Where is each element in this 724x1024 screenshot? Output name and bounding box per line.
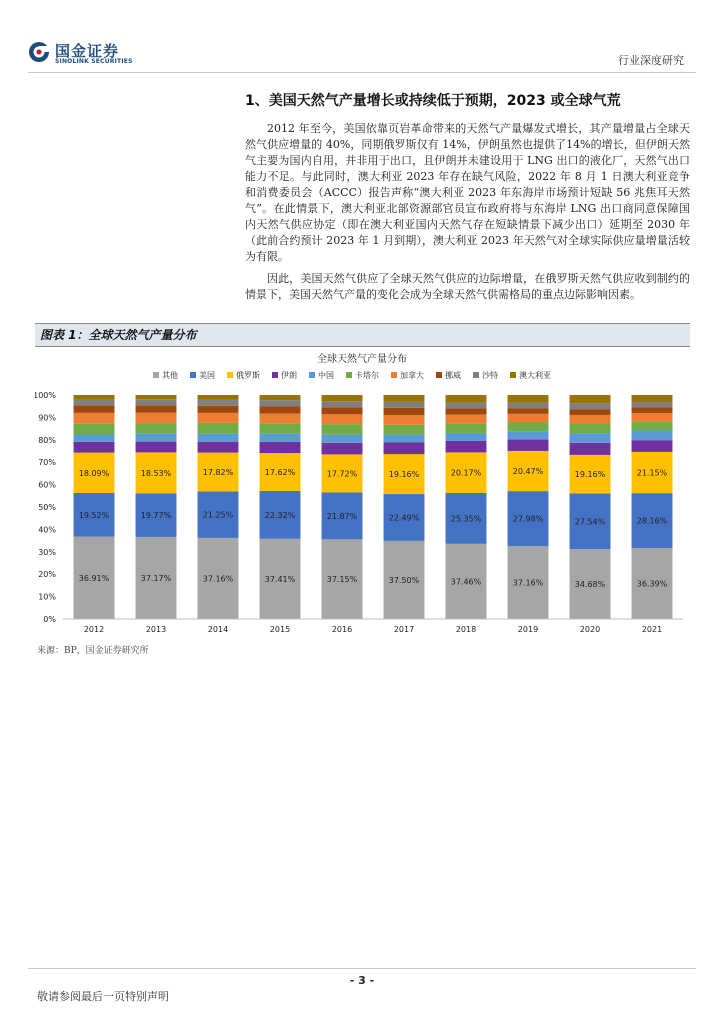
x-tick-label: 2018 <box>455 625 477 634</box>
legend-swatch <box>153 372 159 378</box>
data-label: 37.15% <box>326 575 358 585</box>
legend-label: 中国 <box>318 371 334 380</box>
data-label: 19.16% <box>574 470 606 480</box>
data-label: 19.16% <box>388 470 420 480</box>
legend-label: 挪威 <box>445 371 461 380</box>
legend-swatch <box>473 372 479 378</box>
data-label: 37.16% <box>202 574 234 584</box>
data-label: 27.54% <box>574 517 606 527</box>
bar-segment <box>508 408 549 414</box>
figure-label: 图表 1：全球天然气产量分布 <box>40 328 197 342</box>
data-label: 19.77% <box>140 511 172 521</box>
bar-segment <box>136 442 177 453</box>
bar-segment <box>508 431 549 439</box>
bar-segment <box>198 413 239 423</box>
x-tick-label: 2019 <box>517 625 539 634</box>
x-axis <box>63 619 683 634</box>
bar-segment <box>632 430 673 440</box>
chart-title: 全球天然气产量分布 <box>317 354 407 365</box>
data-label: 21.15% <box>636 468 668 478</box>
logo-english-name: SINOLINK SECURITIES <box>55 58 133 65</box>
paragraph-text: 2012 年至今，美国依靠页岩革命带来的天然气产量爆发式增长，其产量增量占全球天然气供应增量的 40%，同期俄罗斯仅有 14%，伊朗虽然也提供了14%的增长，但伊朗天然气主要为国内自用，并非用于出口，且伊朗并未建设用于 LNG 出口的液化厂，天然气出口能力不足。与此同时，澳大利亚 2023 年存在缺气风险，2022 年 8 月 1 日澳大利亚竞争和消费委员会（ACCC）报告声称“澳大利亚 2023 年东海岸市场预计短缺 56 兆焦耳天然气”。在此情景下，澳大利亚北部资源部官员宣布政府将与东海岸 LNG 出口商同意保障国内天然气供应协定（即在澳大利亚国内天然气存在短缺情景下减少出口）延期至 2030 年（此前合约预计 2023 年 1 月到期），澳大利亚 2023 年天然气对全球实际供应量增量活较为有限。 <box>245 122 690 263</box>
bar-segment <box>508 403 549 408</box>
bar-segment <box>74 413 115 424</box>
bar-segment <box>632 440 673 452</box>
bar-segment <box>74 424 115 435</box>
bar-segment <box>260 406 301 413</box>
legend-label: 俄罗斯 <box>236 371 260 380</box>
y-tick-label: 50% <box>38 503 56 512</box>
bar-segment <box>136 405 177 412</box>
bar-segment <box>322 414 363 424</box>
y-tick-label: 60% <box>38 480 56 490</box>
bar-segment <box>384 442 425 454</box>
report-type-label: 行业深度研究 <box>618 54 684 67</box>
bar-segment <box>632 402 673 407</box>
bar-segment <box>136 434 177 442</box>
bar-segment <box>74 399 115 405</box>
bar-segment <box>632 413 673 422</box>
x-tick-label: 2013 <box>145 625 167 634</box>
bar-segment <box>384 402 425 408</box>
bar-segment <box>508 440 549 451</box>
bar-segment <box>446 395 487 403</box>
body-paragraph-1 <box>245 121 690 265</box>
y-tick-label: 0% <box>43 615 56 624</box>
bar-segment <box>136 399 177 405</box>
data-label: 28.16% <box>636 516 668 526</box>
bar-segment <box>260 423 301 434</box>
x-tick-label: 2015 <box>269 625 291 634</box>
legend-swatch <box>510 372 516 378</box>
logo-mark-icon <box>28 41 50 63</box>
bar-segment <box>632 395 673 402</box>
bar-segment <box>322 435 363 443</box>
chart-canvas <box>35 345 690 640</box>
data-label: 37.46% <box>450 577 482 587</box>
footer-disclaimer: 敬请参阅最后一页特别声明 <box>37 990 169 1003</box>
bar-segment <box>384 435 425 443</box>
bar-segment <box>322 395 363 401</box>
data-label: 20.17% <box>450 468 482 478</box>
x-tick-label: 2020 <box>579 625 601 634</box>
bar-segment <box>74 395 115 399</box>
bar-segment <box>570 395 611 403</box>
body-paragraph-2 <box>245 271 690 303</box>
company-logo <box>28 40 138 70</box>
chart-legend <box>153 370 551 380</box>
y-tick-label: 20% <box>38 570 56 580</box>
bar-segment <box>136 423 177 434</box>
bar-segment <box>198 434 239 442</box>
data-label: 37.17% <box>140 573 172 583</box>
bar-segment <box>570 433 611 443</box>
y-tick-label: 30% <box>38 547 56 557</box>
data-label: 34.68% <box>574 580 606 590</box>
x-tick-label: 2014 <box>207 625 229 634</box>
bar-segment <box>632 422 673 431</box>
x-tick-label: 2016 <box>331 625 353 634</box>
x-tick-label: 2017 <box>393 625 415 634</box>
data-label: 18.53% <box>140 468 172 478</box>
bar-segment <box>322 424 363 435</box>
bar-segment <box>446 403 487 409</box>
bar-segment <box>198 442 239 453</box>
y-tick-label: 90% <box>38 413 56 423</box>
bar-segment <box>322 443 363 455</box>
bar-segment <box>508 395 549 403</box>
bar-segment <box>384 425 425 435</box>
bar-segment <box>570 443 611 455</box>
y-tick-label: 40% <box>38 525 56 535</box>
y-tick-label: 70% <box>38 458 56 468</box>
bar-segment <box>198 395 239 400</box>
bar-segment <box>74 405 115 413</box>
legend-swatch <box>190 372 196 378</box>
header-divider <box>28 72 696 73</box>
legend-swatch <box>436 372 442 378</box>
y-tick-label: 10% <box>38 592 56 602</box>
bar-segment <box>136 413 177 423</box>
bar-segment <box>570 424 611 433</box>
data-label: 17.72% <box>326 469 358 479</box>
figure-source: 来源：BP，国金证券研究所 <box>37 646 149 656</box>
bar-segment <box>570 415 611 424</box>
x-tick-label: 2012 <box>83 625 105 634</box>
bar-segment <box>74 435 115 442</box>
bar-segment <box>446 433 487 441</box>
data-label: 22.32% <box>264 510 296 520</box>
data-label: 37.50% <box>388 575 420 585</box>
page-number: - 3 - <box>349 974 375 987</box>
data-label: 18.09% <box>78 468 110 478</box>
y-axis <box>35 391 56 624</box>
bar-segment <box>198 423 239 434</box>
bar-segment <box>322 401 363 407</box>
legend-swatch <box>309 372 315 378</box>
data-label: 21.87% <box>326 511 358 521</box>
bar-segment <box>446 424 487 433</box>
bar-segment <box>74 442 115 453</box>
bar-segment <box>260 400 301 406</box>
bar-segment <box>446 415 487 424</box>
bar-segment <box>508 414 549 423</box>
data-label: 22.49% <box>388 513 420 523</box>
x-tick-label: 2021 <box>641 625 663 634</box>
legend-label: 加拿大 <box>400 371 424 380</box>
bar-segment <box>260 413 301 423</box>
data-label: 37.41% <box>264 574 296 584</box>
bar-segment <box>570 403 611 409</box>
data-label: 17.62% <box>264 468 296 478</box>
bar-segment <box>384 408 425 415</box>
bar-segment <box>446 441 487 452</box>
bar-segment <box>198 400 239 406</box>
bar-segment <box>136 395 177 399</box>
section-heading: 1、美国天然气产量增长或持续低于预期，2023 或全球气荒 <box>245 93 621 109</box>
bar-segment <box>260 395 301 400</box>
data-label: 36.91% <box>78 573 110 583</box>
legend-swatch <box>346 372 352 378</box>
bar-segment <box>508 422 549 431</box>
data-label: 37.16% <box>512 578 544 588</box>
bar-segment <box>446 408 487 414</box>
bar-segment <box>260 442 301 453</box>
legend-label: 美国 <box>199 371 215 380</box>
legend-label: 澳大利亚 <box>519 371 551 380</box>
legend-swatch <box>391 372 397 378</box>
stacked-bar-chart <box>35 345 690 640</box>
data-label: 36.39% <box>636 579 668 589</box>
legend-label: 伊朗 <box>281 371 297 380</box>
data-label: 27.98% <box>512 514 544 524</box>
data-label: 20.47% <box>512 467 544 477</box>
bar-series-group <box>74 395 673 619</box>
bar-segment <box>260 434 301 442</box>
legend-swatch <box>272 372 278 378</box>
legend-label: 其他 <box>162 371 178 380</box>
footer-divider <box>28 968 696 969</box>
legend-label: 卡塔尔 <box>355 371 379 380</box>
bar-segment <box>198 406 239 413</box>
bar-segment <box>322 407 363 414</box>
data-label: 17.82% <box>202 468 234 478</box>
data-label: 21.25% <box>202 510 234 520</box>
bar-segment <box>632 407 673 413</box>
legend-label: 沙特 <box>482 371 498 380</box>
bar-segment <box>570 409 611 415</box>
logo-chinese-name: 国金证券 <box>55 42 120 60</box>
legend-swatch <box>227 372 233 378</box>
bar-segment <box>384 395 425 402</box>
data-label: 19.52% <box>78 510 110 520</box>
paragraph-text: 因此，美国天然气供应了全球天然气供应的边际增量，在俄罗斯天然气供应收到制约的情景下，美国天然气产量的变化会成为全球天然气供需格局的重点边际影响因素。 <box>245 272 690 301</box>
bar-segment <box>384 415 425 425</box>
data-label: 25.35% <box>450 514 482 524</box>
y-tick-label: 100% <box>35 391 56 400</box>
y-tick-label: 80% <box>38 435 56 445</box>
